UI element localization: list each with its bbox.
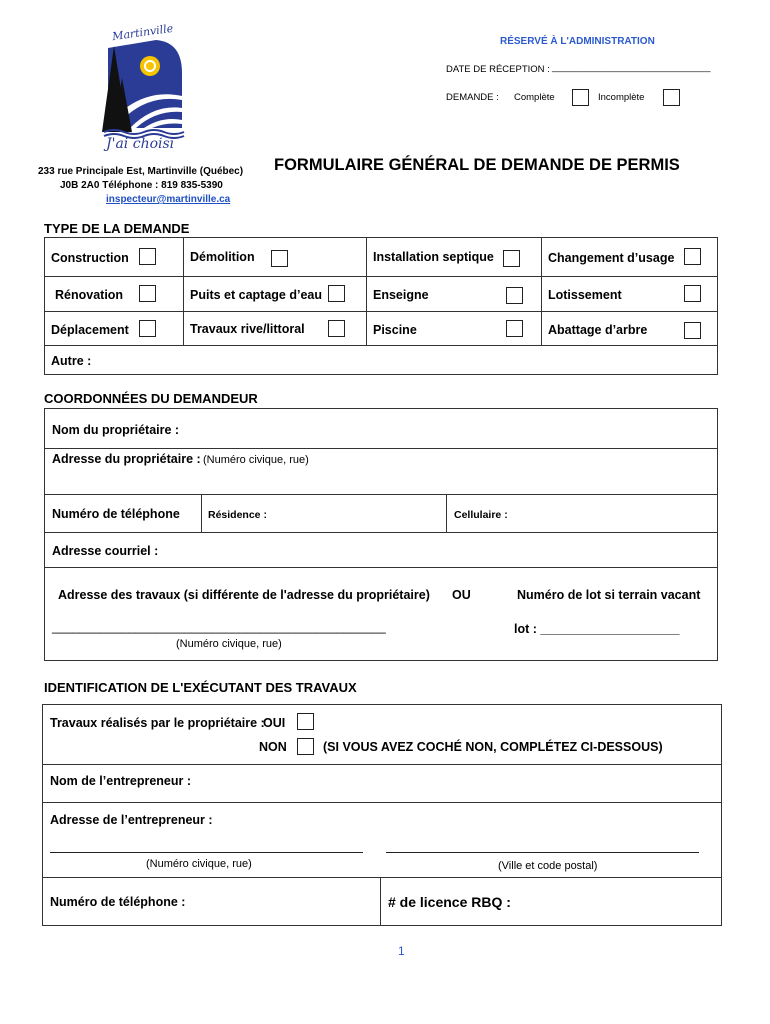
type-construction-label: Construction (51, 251, 129, 265)
type-rive-label: Travaux rive/littoral (190, 322, 305, 336)
owner-works-label: Travaux réalisés par le propriétaire : (50, 716, 265, 730)
contractor-city-hint: (Ville et code postal) (498, 860, 598, 872)
form-title: FORMULAIRE GÉNÉRAL DE DEMANDE DE PERMIS (274, 156, 680, 174)
email-link[interactable]: inspecteur@martinville.ca (106, 194, 231, 205)
lot-number-field[interactable]: lot : ____________________ (514, 622, 680, 636)
type-septique-label: Installation septique (373, 250, 494, 264)
contractor-city-line[interactable] (386, 852, 699, 853)
oui-checkbox[interactable] (297, 713, 314, 730)
type-puits-checkbox[interactable] (328, 285, 345, 302)
reception-date-label: DATE DE RÉCEPTION : (446, 64, 550, 75)
type-construction-checkbox[interactable] (139, 248, 156, 265)
type-demolition-label: Démolition (190, 250, 255, 264)
non-checkbox[interactable] (297, 738, 314, 755)
type-enseigne-checkbox[interactable] (506, 287, 523, 304)
type-renovation-checkbox[interactable] (139, 285, 156, 302)
executant-heading: IDENTIFICATION DE L'EXÉCUTANT DES TRAVAUX (44, 680, 357, 695)
type-piscine-label: Piscine (373, 323, 417, 337)
contractor-name-field[interactable] (196, 768, 714, 796)
logo-bottom-text: J'ai choisi (106, 136, 175, 152)
complete-label: Complète (514, 92, 555, 103)
type-rive-checkbox[interactable] (328, 320, 345, 337)
contractor-street-hint: (Numéro civique, rue) (146, 858, 252, 870)
work-address-hint: (Numéro civique, rue) (176, 638, 282, 650)
cellular-label: Cellulaire : (454, 509, 508, 521)
incomplete-label: Incomplète (598, 92, 645, 103)
owner-name-field[interactable] (190, 412, 710, 444)
oui-label: OUI (263, 716, 286, 730)
type-abattage-checkbox[interactable] (684, 322, 701, 339)
type-lotissement-checkbox[interactable] (684, 285, 701, 302)
contractor-address-label: Adresse de l’entrepreneur : (50, 813, 213, 827)
rbq-license-field[interactable] (516, 884, 716, 920)
cellular-field[interactable] (516, 500, 712, 526)
or-label: OU (452, 588, 471, 602)
type-usage-label: Changement d’usage (548, 251, 675, 265)
type-demolition-checkbox[interactable] (271, 250, 288, 267)
email-label: Adresse courriel : (52, 544, 159, 558)
contractor-phone-label: Numéro de téléphone : (50, 895, 186, 909)
non-label: NON (259, 740, 287, 754)
type-deplacement-label: Déplacement (51, 323, 129, 337)
contractor-name-label: Nom de l’entrepreneur : (50, 774, 191, 788)
demande-label: DEMANDE : (446, 92, 499, 103)
type-enseigne-label: Enseigne (373, 288, 429, 302)
work-address-label: Adresse des travaux (si différente de l'adresse du propriétaire) (58, 588, 430, 602)
contractor-street-line[interactable] (50, 852, 363, 853)
type-puits-label: Puits et captage d’eau (190, 288, 322, 302)
type-autre-label: Autre : (51, 354, 92, 368)
type-deplacement-checkbox[interactable] (139, 320, 156, 337)
incomplete-checkbox[interactable] (663, 89, 680, 106)
email-field[interactable] (160, 537, 710, 563)
type-abattage-label: Abattage d’arbre (548, 323, 648, 337)
owner-address-label: Adresse du propriétaire : (52, 452, 201, 466)
rbq-license-label: # de licence RBQ : (388, 894, 511, 910)
reception-date-line[interactable]: ______________________________ (552, 62, 711, 73)
residence-label: Résidence : (208, 509, 267, 521)
logo-top-text: Martinville (111, 21, 174, 44)
contractor-phone-field[interactable] (190, 884, 374, 920)
type-autre-field[interactable] (100, 348, 710, 372)
address-line-1: 233 rue Principale Est, Martinville (Québec) (38, 166, 244, 177)
admin-title: RÉSERVÉ À L'ADMINISTRATION (500, 36, 655, 47)
non-note: (SI VOUS AVEZ COCHÉ NON, COMPLÉTEZ CI-DESSOUS) (323, 740, 663, 754)
demandeur-heading: COORDONNÉES DU DEMANDEUR (44, 391, 258, 406)
owner-name-label: Nom du propriétaire : (52, 423, 180, 437)
lot-vacant-label: Numéro de lot si terrain vacant (517, 588, 701, 602)
type-septique-checkbox[interactable] (503, 250, 520, 267)
type-renovation-label: Rénovation (55, 288, 124, 302)
type-piscine-checkbox[interactable] (506, 320, 523, 337)
residence-field[interactable] (272, 500, 438, 526)
work-address-line[interactable]: ________________________________________________ (52, 620, 386, 634)
page-number: 1 (398, 944, 405, 958)
address-line-2: J0B 2A0 Téléphone : 819 835-5390 (60, 180, 223, 191)
phone-label: Numéro de téléphone (52, 507, 180, 521)
complete-checkbox[interactable] (572, 89, 589, 106)
type-lotissement-label: Lotissement (548, 288, 622, 302)
owner-address-field[interactable] (52, 468, 712, 490)
owner-address-hint: (Numéro civique, rue) (203, 454, 309, 466)
type-usage-checkbox[interactable] (684, 248, 701, 265)
type-heading: TYPE DE LA DEMANDE (44, 221, 190, 236)
